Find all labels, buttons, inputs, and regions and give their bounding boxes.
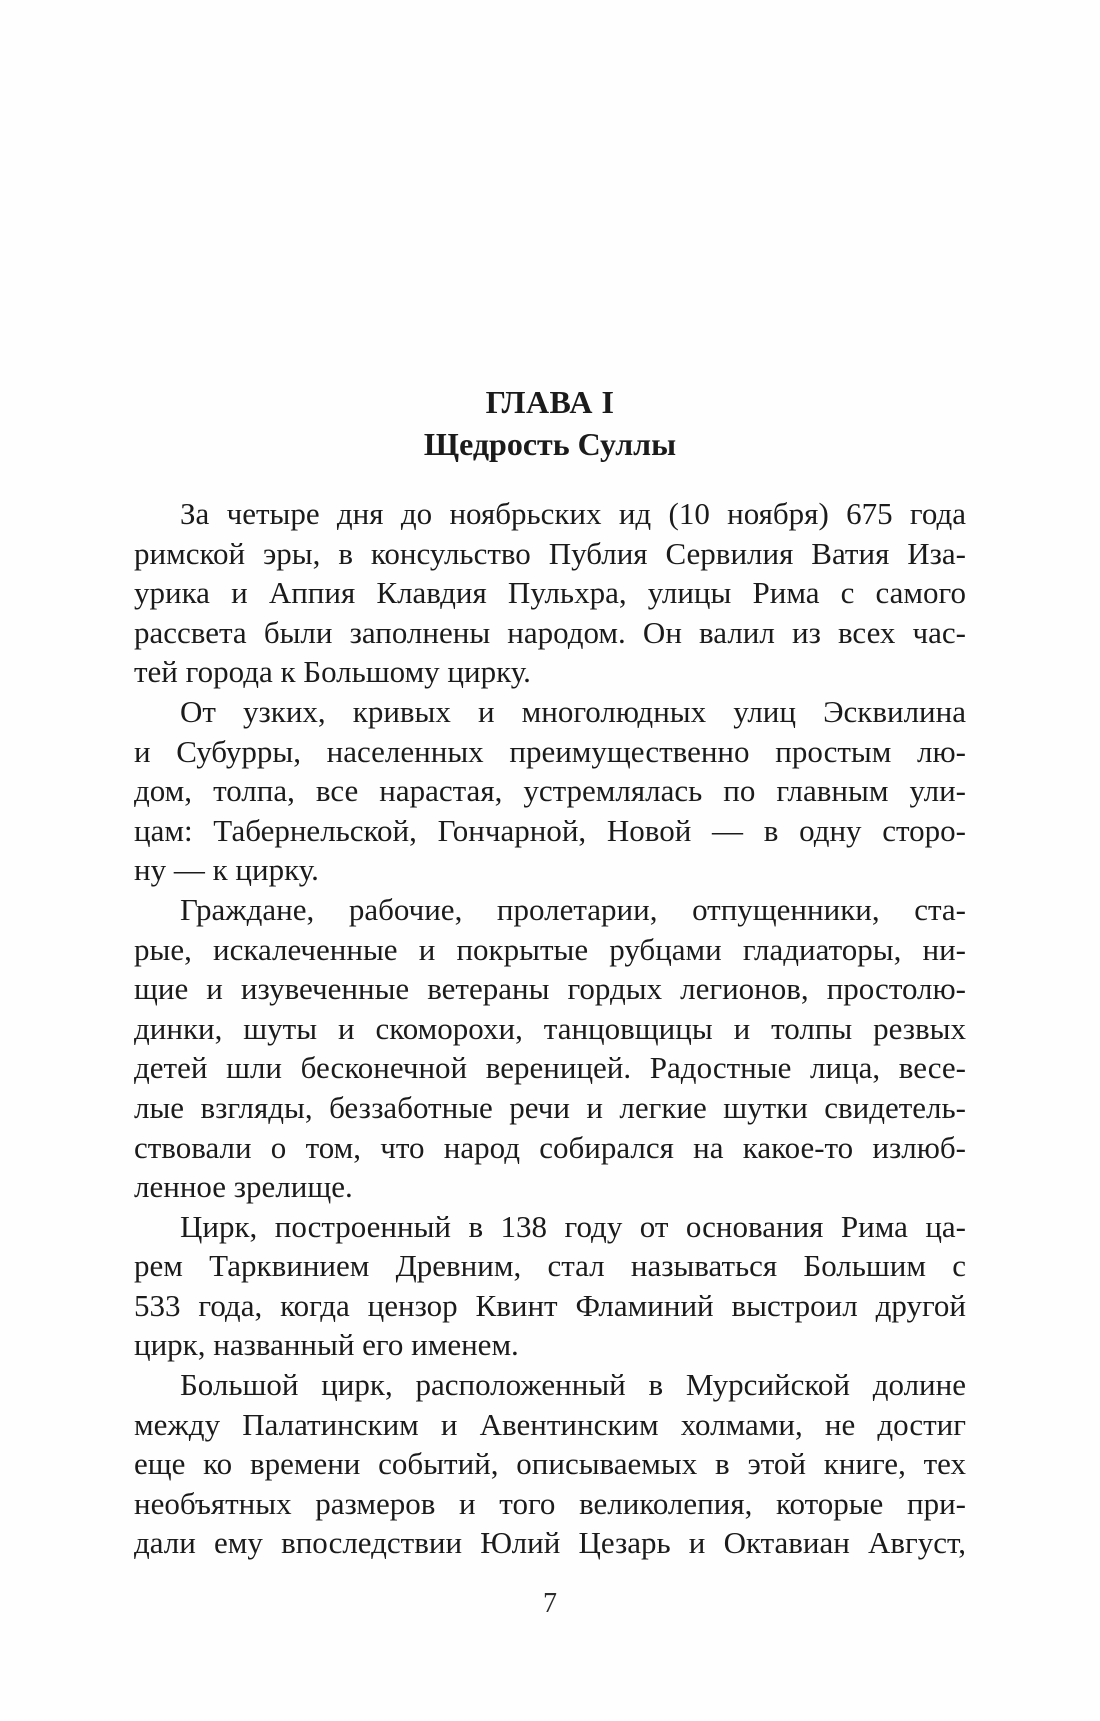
text-line: лые взгляды, беззаботные речи и легкие шутки свидетель-: [134, 1089, 966, 1125]
text-line: 533 года, когда цензор Квинт Фламиний выстроил другой: [134, 1287, 966, 1323]
page-number: 7: [543, 1588, 557, 1619]
text-line: необъятных размеров и того великолепия, которые при-: [134, 1485, 966, 1521]
text-line: дом, толпа, все нарастая, устремлялась по главным ули-: [134, 773, 966, 809]
paragraph: [134, 692, 966, 890]
text-line: ствовали о том, что народ собирался на какое-то излюб-: [134, 1129, 966, 1165]
text-line: рем Тарквинием Древним, стал называться Большим с: [134, 1248, 966, 1284]
paragraph: [134, 494, 966, 692]
text-line: ну — к цирку.: [134, 852, 319, 888]
text-line: рассвета были заполнены народом. Он валил из всех час-: [134, 614, 966, 650]
text-line: и Субурры, населенных преимущественно простым лю-: [134, 733, 966, 769]
body-text: [134, 494, 966, 1563]
text-line: детей шли бесконечной вереницей. Радостные лица, весе-: [134, 1050, 966, 1086]
text-line: между Палатинским и Авентинским холмами, не достиг: [134, 1406, 966, 1442]
chapter-subtitle: Щедрость Суллы: [423, 426, 677, 462]
paragraph: [134, 890, 966, 1207]
text-line: Цирк, построенный в 138 году от основания Рима ца-: [180, 1208, 966, 1244]
text-line: Граждане, рабочие, пролетарии, отпущенники, ста-: [180, 891, 966, 927]
text-line: динки, шуты и скоморохи, танцовщицы и толпы резвых: [134, 1010, 966, 1046]
text-line: щие и изувеченные ветераны гордых легионов, простолю-: [134, 971, 966, 1007]
text-line: От узких, кривых и многолюдных улиц Эсквилина: [180, 693, 966, 729]
text-line: римской эры, в консульство Публия Сервилия Ватия Иза-: [134, 535, 966, 571]
text-line: рые, искалеченные и покрытые рубцами гладиаторы, ни-: [134, 931, 966, 967]
paragraph: [134, 1207, 966, 1365]
text-line: еще ко времени событий, описываемых в этой книге, тех: [134, 1446, 966, 1482]
text-line: цирк, названный его именем.: [134, 1327, 519, 1363]
text-line: Большой цирк, расположенный в Мурсийской долине: [180, 1367, 966, 1403]
text-line: За четыре дня до ноябрьских ид (10 ноября) 675 года: [180, 496, 966, 531]
paragraph: [134, 1365, 966, 1563]
chapter-heading: ГЛАВА I: [485, 384, 615, 420]
text-line: ленное зрелище.: [134, 1169, 353, 1205]
text-line: урика и Аппия Клавдия Пульхра, улицы Рима с самого: [134, 575, 966, 611]
text-line: тей города к Большому цирку.: [134, 654, 531, 690]
text-line: дали ему впоследствии Юлий Цезарь и Октавиан Август,: [134, 1525, 966, 1561]
text-line: цам: Табернельской, Гончарной, Новой — в одну сторо-: [134, 812, 966, 848]
